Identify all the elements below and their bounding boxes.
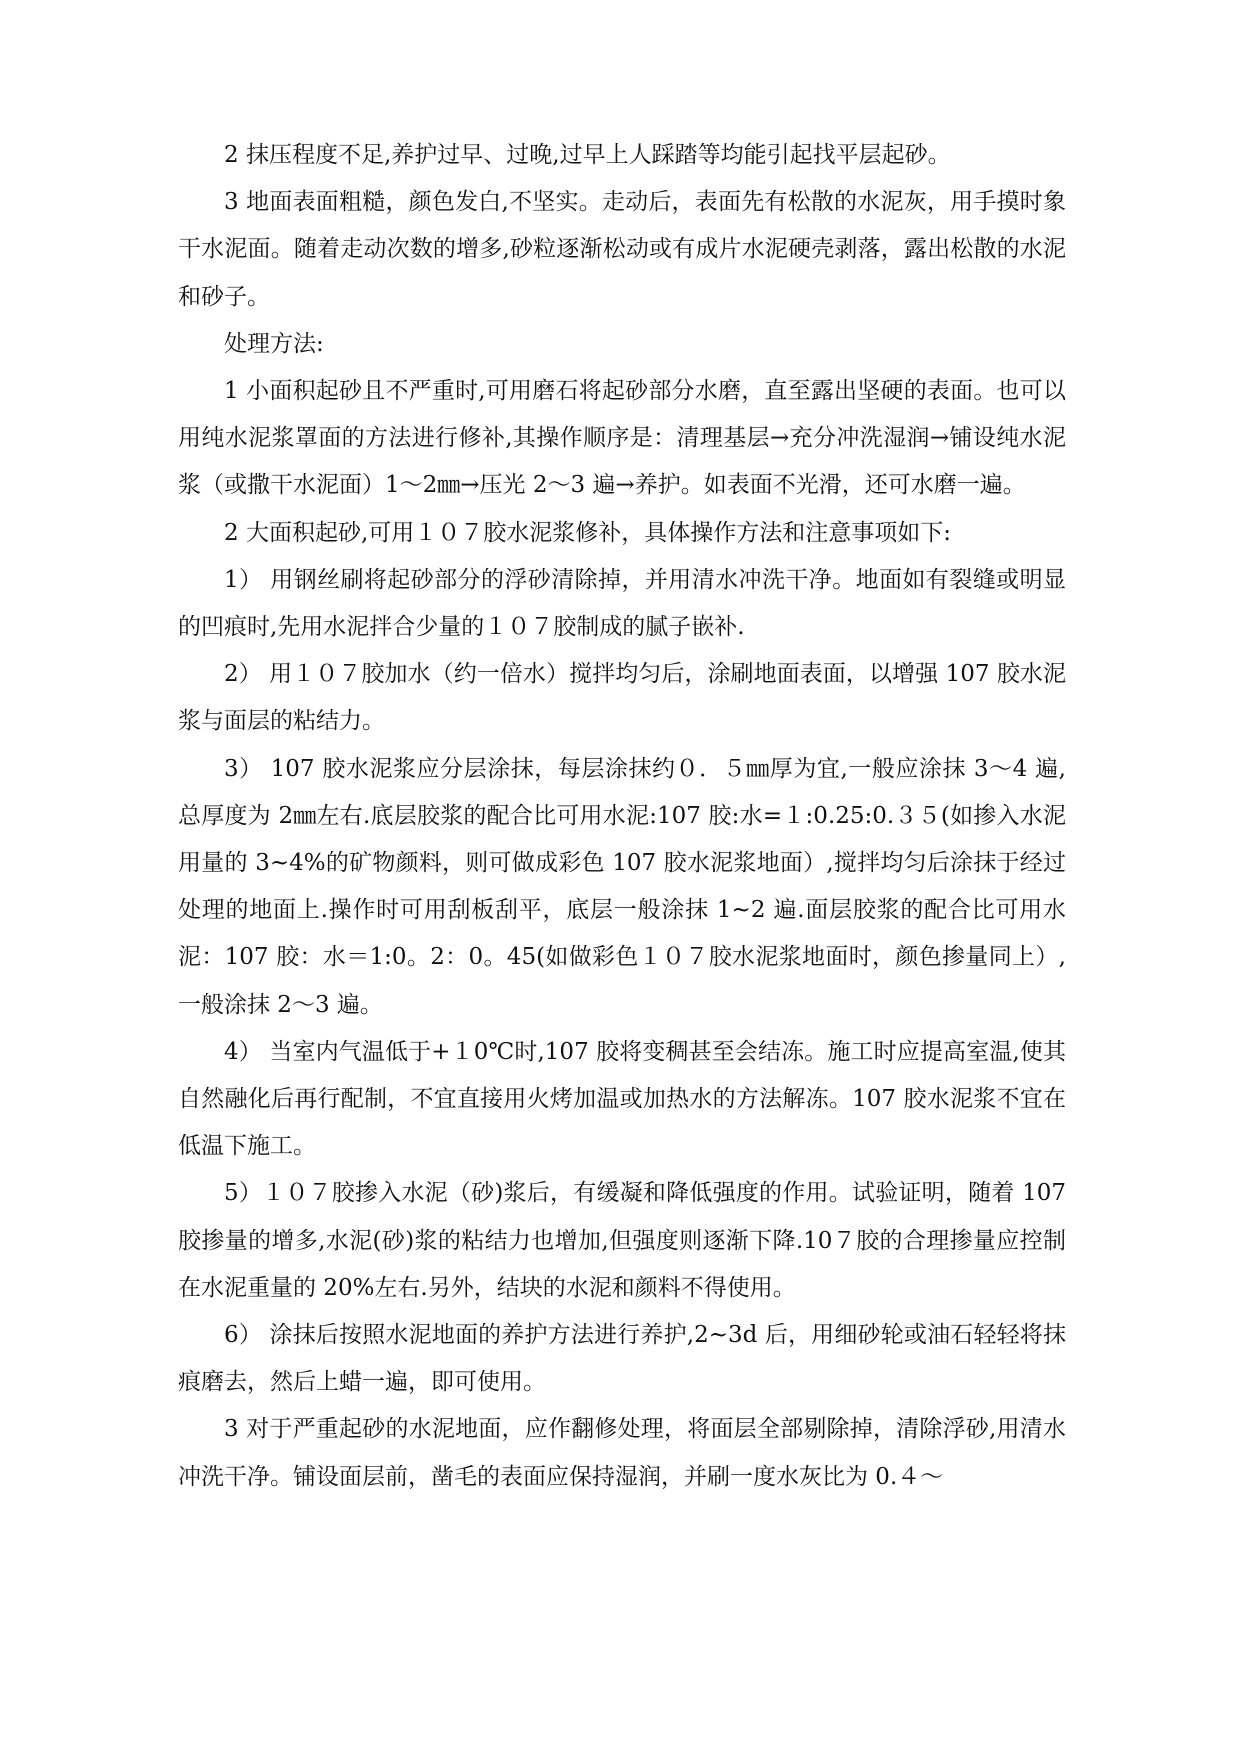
paragraph-step-4: 4） 当室内气温低于+１0℃时,107 胶将变稠甚至会结冻。施工时应提高室温,使其自然融化后再行配制，不宜直接用火烤加温或加热水的方法解冻。107 胶水泥浆不宜在低温下施工。 <box>178 1038 1066 1160</box>
paragraph-step-5: 5）１０７胶掺入水泥（砂)浆后，有缓凝和降低强度的作用。试验证明，随着 107 胶掺量的增多,水泥(砂)浆的粘结力也增加,但强度则逐渐下降.10７胶的合理掺量应控制在水泥重量的 20%左右.另外，结块的水泥和颜料不得使用。 <box>178 1180 1066 1301</box>
paragraph-severe-sanding-3: 3 对于严重起砂的水泥地面，应作翻修处理，将面层全部剔除掉，清除浮砂,用清水冲洗干净。铺设面层前，凿毛的表面应保持湿润，并刷一度水灰比为 0.４～ <box>178 1416 1066 1490</box>
paragraph-step-2: 2） 用１０７胶加水（约一倍水）搅拌均匀后，涂刷地面表面，以增强 107 胶水泥浆与面层的粘结力。 <box>178 661 1066 735</box>
paragraph-treatment-heading: 处理方法: <box>224 330 324 357</box>
paragraph-step-3: 3） 107 胶水泥浆应分层涂抹，每层涂抹约０．５㎜厚为宜,一般应涂抹 3～4 遍,总厚度为 2㎜左右.底层胶浆的配合比可用水泥:107 胶:水=１:0.25:0.３５(如掺入水泥用量的 3~4%的矿物颜料，则可做成彩色 107 胶水泥浆地面）,搅拌均匀后涂抹于经过处理的地面上.操作时可用刮板刮平，底层一般涂抹 1~2 遍.面层胶浆的配合比可用水泥：107 胶：水＝1:0。2：0。45(如做彩色１０７胶水泥浆地面时，颜色掺量同上）,一般涂抹 2～3 遍。 <box>178 755 1066 1018</box>
paragraph-sanding-cause-2: 2 抹压程度不足,养护过早、过晚,过早上人踩踏等均能引起找平层起砂。 <box>224 142 951 168</box>
paragraph-step-1: 1） 用钢丝刷将起砂部分的浮砂清除掉，并用清水冲洗干净。地面如有裂缝或明显的凹痕时,先用水泥拌合少量的１０７胶制成的腻子嵌补. <box>178 566 1066 641</box>
paragraph-step-6: 6） 涂抹后按照水泥地面的养护方法进行养护,2~3d 后，用细砂轮或油石轻轻将抹痕磨去，然后上蜡一遍，即可使用。 <box>178 1322 1066 1396</box>
paragraph-treatment-small-area: 1 小面积起砂且不严重时,可用磨石将起砂部分水磨，直至露出坚硬的表面。也可以用纯水泥浆罩面的方法进行修补,其操作顺序是：清理基层→充分冲洗湿润→铺设纯水泥浆（或撒干水泥面）1～2㎜→压光 2～3 遍→养护。如表面不光滑，还可水磨一遍。 <box>178 378 1066 499</box>
paragraph-treatment-large-area: 2 大面积起砂,可用１０７胶水泥浆修补，具体操作方法和注意事项如下: <box>224 519 952 546</box>
document-body <box>178 132 1066 1501</box>
paragraph-sanding-symptom-3: 3 地面表面粗糙，颜色发白,不坚实。走动后，表面先有松散的水泥灰，用手摸时象干水泥面。随着走动次数的增多,砂粒逐渐松动或有成片水泥硬壳剥落，露出松散的水泥和砂子。 <box>178 189 1066 310</box>
